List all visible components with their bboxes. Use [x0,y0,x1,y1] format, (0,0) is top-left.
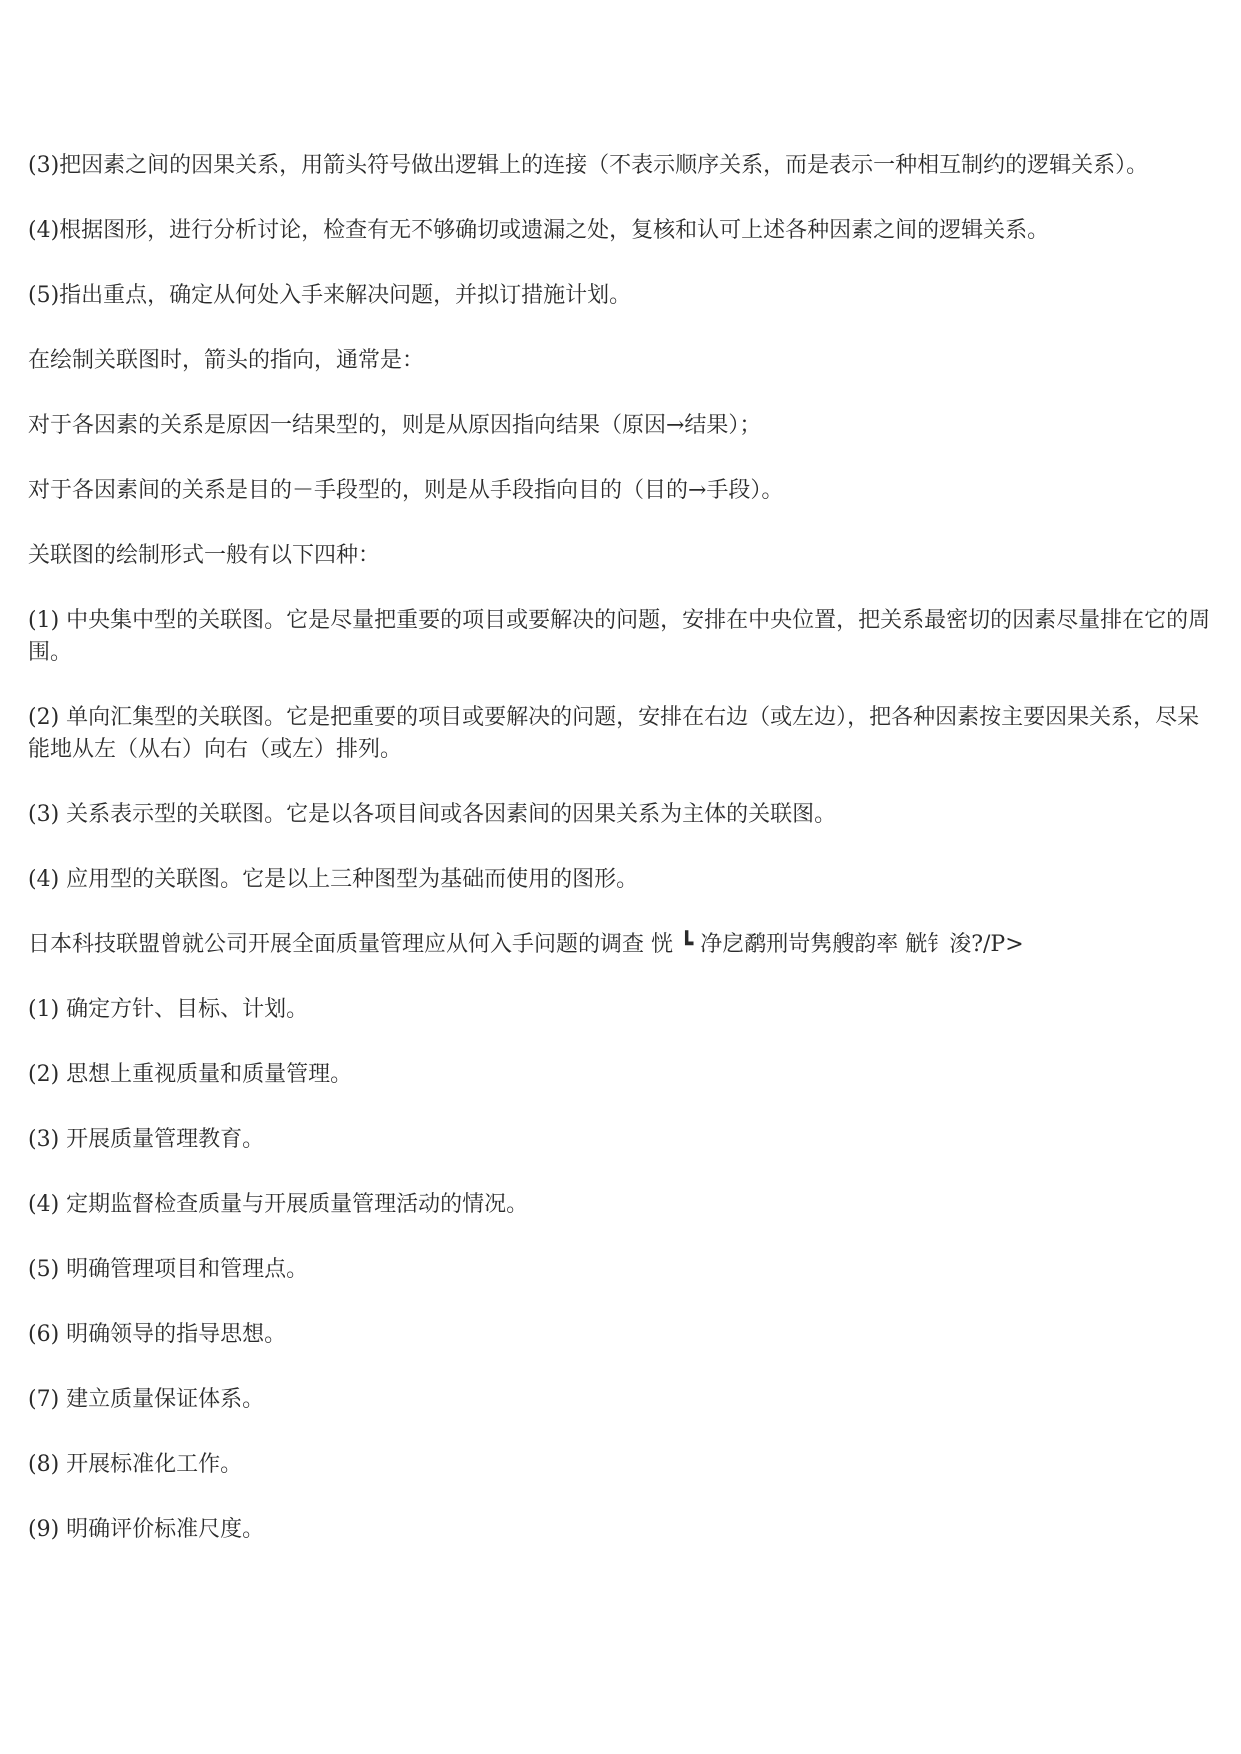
paragraph: (3) 关系表示型的关联图。它是以各项目间或各因素间的因果关系为主体的关联图。 [28,802,837,827]
list-item: (9) 明确评价标准尺度。 [28,1517,265,1542]
paragraph: (1) 中央集中型的关联图。它是尽量把重要的项目或要解决的问题，安排在中央位置，把关系最密切的因素尽量排在它的周围。 [28,608,1211,665]
list-item: (3) 开展质量管理教育。 [28,1127,265,1152]
paragraph: (3)把因素之间的因果关系，用箭头符号做出逻辑上的连接（不表示顺序关系，而是表示一种相互制约的逻辑关系）。 [28,153,1149,178]
document-body [28,150,1218,1579]
paragraph: 日本科技联盟曾就公司开展全面质量管理应从何入手问题的调查 恍 ┗ 净戹鹬刑岢隽艘韵率 觥钅浚?/P> [28,932,1024,957]
list-item: (1) 确定方针、目标、计划。 [28,997,309,1022]
paragraph: (2) 单向汇集型的关联图。它是把重要的项目或要解决的问题，安排在右边（或左边），把各种因素按主要因果关系，尽呆能地从左（从右）向右（或左）排列。 [28,705,1200,762]
list-item: (2) 思想上重视质量和质量管理。 [28,1062,353,1087]
paragraph: (4) 应用型的关联图。它是以上三种图型为基础而使用的图形。 [28,867,639,892]
paragraph: 关联图的绘制形式一般有以下四种： [28,543,381,568]
list-item: (8) 开展标准化工作。 [28,1452,243,1477]
paragraph: (5)指出重点，确定从何处入手来解决问题，并拟订措施计划。 [28,283,632,308]
list-item: (4) 定期监督检查质量与开展质量管理活动的情况。 [28,1192,529,1217]
list-item: (6) 明确领导的指导思想。 [28,1322,287,1347]
paragraph: 在绘制关联图时，箭头的指向，通常是： [28,348,425,373]
paragraph: 对于各因素间的关系是目的－手段型的，则是从手段指向目的（目的→手段）。 [28,478,784,503]
paragraph: 对于各因素的关系是原因一结果型的，则是从原因指向结果（原因→结果）； [28,413,762,438]
list-item: (7) 建立质量保证体系。 [28,1387,265,1412]
list-item: (5) 明确管理项目和管理点。 [28,1257,309,1282]
paragraph: (4)根据图形，进行分析讨论，检查有无不够确切或遗漏之处，复核和认可上述各种因素之间的逻辑关系。 [28,218,1050,243]
